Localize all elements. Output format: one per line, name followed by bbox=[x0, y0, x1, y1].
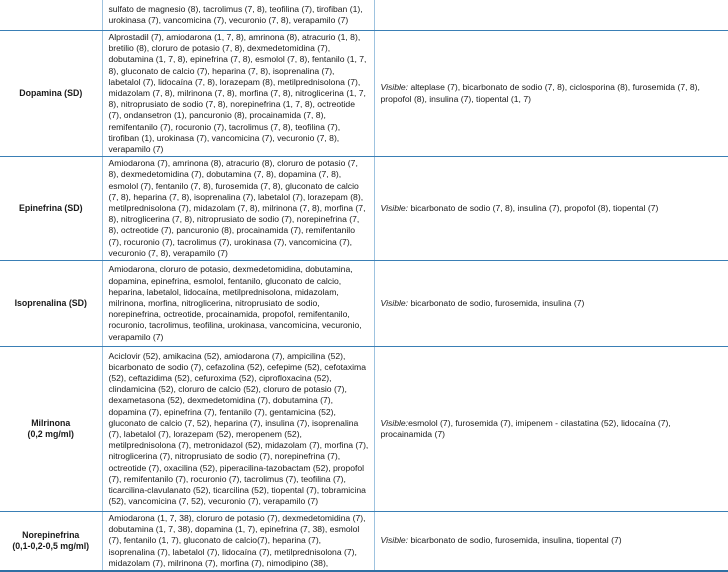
drug-concentration: (0,1-0,2-0,5 mg/ml) bbox=[12, 541, 90, 552]
table-row bbox=[0, 0, 728, 31]
compatible-list: Amiodarona (7), amrinona (8), atracurio (8), cloruro de potasio (7, 8), dexmedetomidina (7), dobutamina (7, 8), dopamina (7, 8), esmolol (7), fentanilo (7, 8), furosemida (7, 8), gluconato de calcio (7, 8), heparina (7, 8), isoprenalina (7), labetalol (7), lorazepam (8), metilprednisolona (7), midazolam (7, 8), milrinona (7, 8), morfina (7, 8), nitroglicerina (7, 8), nitroprusiato de sodio (7), norepinefrina (7, 8), octreotide (7), pancuronio (8), procainamida (7), remifentanilo (7), rocuronio (7), tacrolimus (7), urokinasa (7), vancomicina (7), vecuronio (7, 8), verapamilo (7) bbox=[102, 157, 374, 261]
incompatible-list: Visible: bicarbonato de sodio (7, 8), insulina (7), propofol (8), tiopental (7) bbox=[374, 157, 728, 261]
table-row bbox=[0, 157, 728, 261]
table-row bbox=[0, 347, 728, 512]
drug-name: Milrinona (0,2 mg/ml) bbox=[0, 347, 102, 512]
incompatible-list bbox=[374, 0, 728, 31]
drug-name: Epinefrina (SD) bbox=[0, 157, 102, 261]
compatible-list: Aciclovir (52), amikacina (52), amiodarona (7), ampicilina (52), bicarbonato de sodio (7), cefazolina (52), cefepime (52), cefotaxima (52), ceftazidima (52), cefuroxima (52), ciprofloxacina (52), clindamicina (52), cloruro de calcio (52), cloruro de potasio (7), dexametasona (52), dexmedetomidina (7), dobutamina (7), dopamina (7), epinefrina (7), fentanilo (7), gentamicina (52), gluconato de calcio (7, 52), heparina (7), insulina (7), isoprenalina (7), labetalol (7), lorazepam (52), meropenem (52), metilprednisolona (7), metronidazol (52), midazolam (7), morfina (7), nitroglicerina (7), nitroprusiato de sodio (7), norepinefrina (7), octreotide (7), oxacilina (52), piperacilina-tazobactam (52), propofol (7), remifentanilo (7), rocuronio (7), tacrolimus (7), teofilina (7), ticarcilina-clavulanato (52), ticarcilina (52), tiopental (7), tobramicina (52), vancomicina (7, 52), vecuronio (7), verapamilo (7) bbox=[102, 347, 374, 512]
table-row bbox=[0, 512, 728, 572]
drug-name bbox=[0, 0, 102, 31]
incompatible-list: Visible: bicarbonato de sodio, furosemida, insulina (7) bbox=[374, 261, 728, 347]
compatible-list: sulfato de magnesio (8), tacrolimus (7, 8), teofilina (7), tirofiban (1), urokinasa (7), vancomicina (7), vecuronio (7, 8), verapamilo (7) bbox=[102, 0, 374, 31]
compatible-list: Amiodarona (1, 7, 38), cloruro de potasio (7), dexmedetomidina (7), dobutamina (1, 7, 38), dopamina (1, 7), epinefrina (7, 38), esmolol (7), fentanilo (1, 7), gluconato de calcio(7), heparina (7), isoprenalina (7), labetalol (7), lidocaína (7), metilprednisolona (7), midazolam (7), milrinona (7), morfina (7), nimodipino (38), bbox=[102, 512, 374, 572]
table-row bbox=[0, 261, 728, 347]
drug-name: Isoprenalina (SD) bbox=[0, 261, 102, 347]
visible-label: Visible: bbox=[380, 203, 409, 214]
visible-label: Visible: bbox=[380, 535, 409, 546]
table-row bbox=[0, 31, 728, 157]
drug-concentration: (0,2 mg/ml) bbox=[27, 429, 74, 440]
drug-name: Norepinefrina (0,1-0,2-0,5 mg/ml) bbox=[0, 512, 102, 572]
incompatible-list: Visible: alteplase (7), bicarbonato de sodio (7, 8), ciclosporina (8), furosemida (7, 8), propofol (8), insulina (7), tiopental (1, 7) bbox=[374, 31, 728, 157]
visible-label: Visible: bbox=[380, 82, 409, 93]
incompatible-list: Visible:esmolol (7), furosemida (7), imipenem - cilastatina (52), lidocaína (7), procainamida (7) bbox=[374, 347, 728, 512]
compatible-list: Alprostadil (7), amiodarona (1, 7, 8), amrinona (8), atracurio (1, 8), bretilio (8), cloruro de potasio (7, 8), dexmedetomidina (7), dobutamina (1, 7, 8), epinefrina (7, 8), esmolol (7, 8), fentanilo (1, 7, 8), gluconato de calcio (7), heparina (7, 8), isoprenalina (7), labetalol (7), lidocaína (7, 8), lorazepam (8), metilprednisolona (7), midazolam (7, 8), milrinona (7, 8), morfina (7, 8), nitroglicerina (1, 7, 8), nitroprusiato de sodio (7, 8), norepinefrina (1, 7, 8), octreotide (7), ondansetron (1), pancuronio (8), procainamida (7, 8), remifentanilo (7), rocuronio (7), tacrolimus (7, 8), teofilina (7), tirofiban (1), urokinasa (7), vancomicina (7), vecuronio (7, 8), verapamilo (7) bbox=[102, 31, 374, 157]
visible-label: Visible: bbox=[380, 417, 409, 428]
incompatible-list: Visible: bicarbonato de sodio, furosemida, insulina, tiopental (7) bbox=[374, 512, 728, 572]
visible-label: Visible: bbox=[380, 297, 409, 308]
compatible-list: Amiodarona, cloruro de potasio, dexmedetomidina, dobutamina, dopamina, epinefrina, esmolol, fentanilo, gluconato de calcio, heparina, labetalol, lidocaína, metilprednisolona, midazolam, milrinona, morfina, nitroglicerina, nitroprusiato de sodio, norepinefrina, octreotide, procainamida, propofol, remifentanilo, rocuronio, tacrolimus, teofilina, urokinasa, vancomicina, vecuronio, verapamilo (7) bbox=[102, 261, 374, 347]
drug-name: Dopamina (SD) bbox=[0, 31, 102, 157]
